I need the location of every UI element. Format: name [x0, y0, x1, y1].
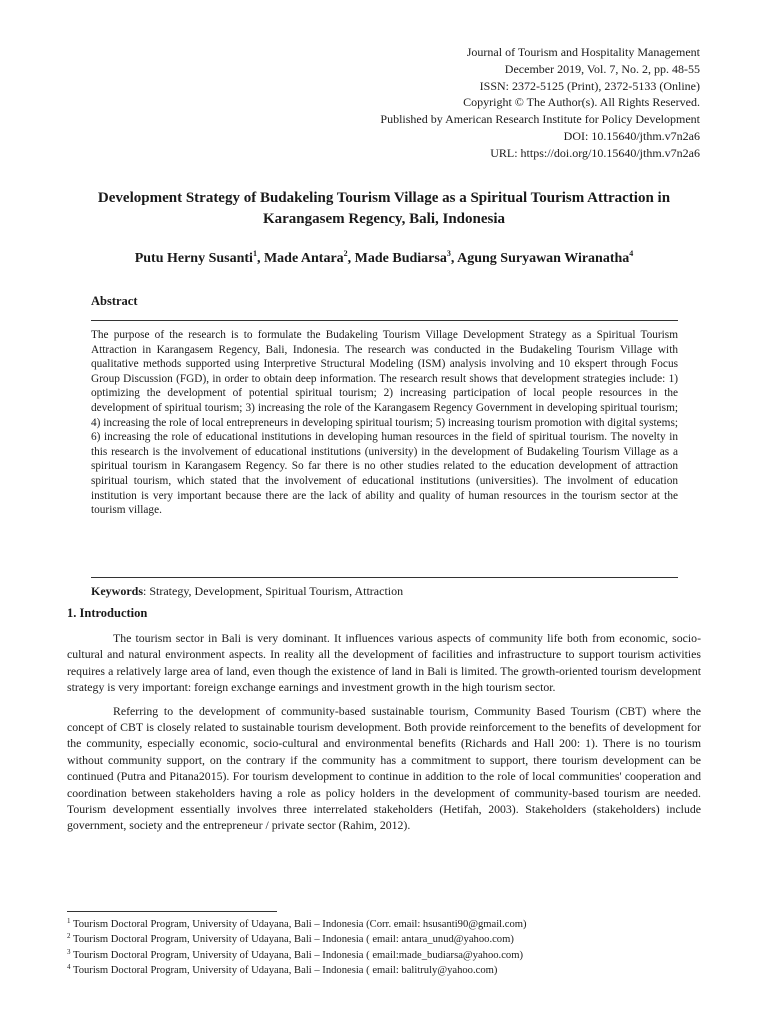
journal-copyright: Copyright © The Author(s). All Rights Reserved. — [463, 95, 700, 110]
journal-name: Journal of Tourism and Hospitality Management — [466, 45, 700, 59]
footnote-3: $^3$ Tourism Doctoral Program, University of Udayana, Bali – Indonesia ( email:made_budiarsa@yahoo.com) — [67, 947, 523, 961]
author-3: Made Budiarsa$^3$, — [354, 249, 458, 266]
footnote-4: $^4$ Tourism Doctoral Program, University of Udayana, Bali – Indonesia ( email: balitruly@yahoo.com) — [67, 962, 498, 976]
paragraph: Referring to the development of community-based sustainable tourism, Community Based Tourism (CBT) where the concept of CBT is closely related to sustainable tourism development. Both provide reinforcement to the benefits of development for the community, especially economic, socio-cultural and environmental benefits (Richards and Hall 200: 1). There is no tourism without community support, on the contrary if the community has a commitment to support, there tourism development can be continued (Putra and Pitana2015). For tourism development to continue in addition to the role of local communities' cooperation and coordination between stakeholders having a role as policy holders in the development of community-based tourism are needed. Tourism development essentially involves three interrelated stakeholders (Hetifah, 2003). Stakeholders (stakeholders) include government, society and the entrepreneur / private sector (Rahim, 2012). — [67, 703, 701, 833]
abstract-heading: Abstract — [91, 294, 138, 308]
footnote-rule — [67, 911, 277, 912]
keywords-text: : Strategy, Development, Spiritual Tourism, Attraction — [143, 584, 404, 598]
paper-title: Development Strategy of Budakeling Tourism Village as a Spiritual Tourism Attraction in Karangasem Regency, Bali, Indonesia — [97, 190, 671, 227]
paragraph: The tourism sector in Bali is very dominant. It influences various aspects of community life both from economic, socio-cultural and natural environment aspects. In reality all the development of facilities and infrastructure to support tourism activities requires a relatively large area of land, even though the existence of land in Bali is limited. The growth-oriented tourism development strategy is very important: foreign exchange earnings and investment growth in the high tourism sector. — [67, 631, 701, 695]
author-1: Putu Herny Susanti$^1$, — [134, 249, 264, 266]
abstract-text: The purpose of the research is to formulate the Budakeling Tourism Village Development Strategy as a Spiritual Tourism Attraction in Karangasem Regency, Bali, Indonesia. The research was conducted in the Budakeling Tourism Village with qualitative methods supported using Interpretive Structural Modeling (ISM) analysis involving and 10 ekspert through Focus Group Discussion (FGD), in order to obtain deep information. The research result shows that development strategies include: 1) optimizing the development of potential spiritual tourism; 2) increasing participation of local people resources in the development of spiritual tourism; 3) increasing the role of the Karangasem Regency Government in developing spiritual tourism; 4) increasing the role of local entrepreneurs in developing spiritual tourism; 5) increasing tourism promotion with digital systems; 6) increasing the role of educational institutions in developing human resources in the field of spiritual tourism. The novelty in this research is the involvement of educational institutions (university) in the development of Budakeling Tourism Village as a spiritual tourism in Karangasem Regency. So far there is no other studies related to the education development of attraction spiritual tourism, which stated that the involvement of educational institutions (universities). The involment of education institution is very important because there are the lack of ability and quality of human resources in the tourism sector at the tourism village. — [91, 329, 678, 517]
section-heading-introduction: 1. Introduction — [67, 606, 148, 620]
author-4-mark: 4 — [629, 249, 634, 258]
author-2-mark: 2 — [343, 249, 348, 258]
footnotes — [67, 917, 527, 978]
author-list — [60, 250, 708, 268]
journal-doi: DOI: 10.15640/jthm.v7n2a6 — [563, 128, 700, 143]
footnote-1: $^1$ Tourism Doctoral Program, University of Udayana, Bali – Indonesia (Corr. email: hsusanti90@gmail.com) — [67, 917, 527, 930]
author-1-mark: 1 — [252, 249, 257, 258]
abstract-top-rule — [91, 320, 678, 321]
author-4: Agung Suryawan Wiranatha$^4$ — [457, 249, 634, 266]
journal-header — [380, 44, 700, 162]
author-3-mark: 3 — [446, 249, 451, 258]
journal-issn: ISSN: 2372-5125 (Print), 2372-5133 (Online) — [479, 78, 700, 93]
keywords-line — [91, 584, 678, 599]
abstract-bottom-rule — [91, 577, 678, 578]
footnote-2: $^2$ Tourism Doctoral Program, University of Udayana, Bali – Indonesia ( email: antara_unud@yahoo.com) — [67, 932, 514, 946]
journal-publisher: Published by American Research Institute for Policy Development — [380, 112, 700, 127]
journal-issue: December 2019, Vol. 7, No. 2, pp. 48-55 — [504, 61, 700, 76]
author-2: Made Antara$^2$, — [263, 249, 355, 266]
journal-url[interactable]: URL: https://doi.org/10.15640/jthm.v7n2a6 — [490, 145, 700, 160]
introduction-body — [67, 630, 701, 841]
keywords-label: Keywords — [91, 584, 143, 598]
